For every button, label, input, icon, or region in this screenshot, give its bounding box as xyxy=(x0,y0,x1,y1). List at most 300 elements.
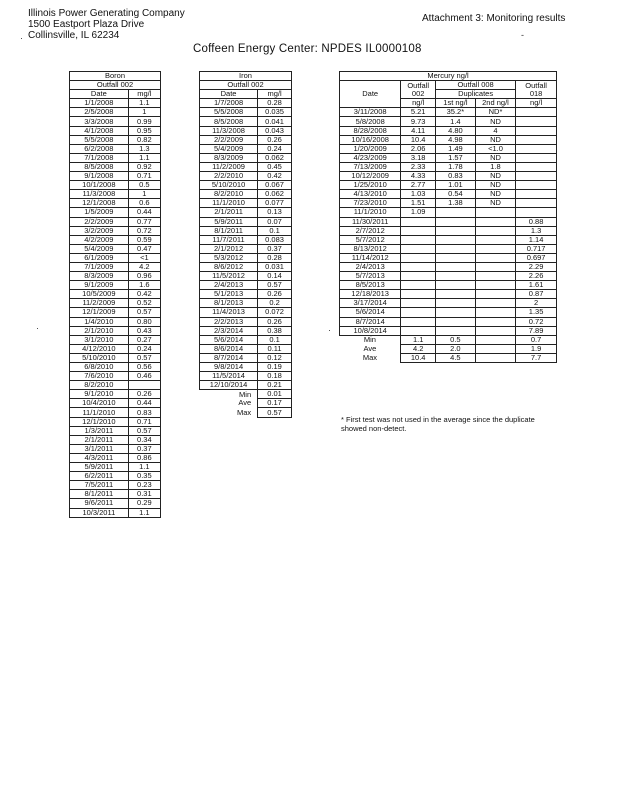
boron-value: 0.6 xyxy=(128,199,160,208)
mercury-unit-2nd: ng/l xyxy=(496,98,509,108)
page-title: Coffeen Energy Center: NPDES IL0000108 xyxy=(193,43,422,55)
iron-value: 0.38 xyxy=(258,326,292,335)
iron-stat-value: 0.57 xyxy=(258,408,292,417)
table-row xyxy=(340,117,557,126)
mercury-col-o002: Outfall 002 xyxy=(401,81,436,99)
table-row xyxy=(70,144,161,153)
mercury-o002 xyxy=(401,226,436,235)
mercury-dup1: 4.98 xyxy=(435,135,475,144)
mercury-o002: 2.33 xyxy=(401,162,436,171)
mercury-date: 10/16/2008 xyxy=(340,135,401,144)
mercury-dup1 xyxy=(435,290,475,299)
mercury-dup1 xyxy=(435,326,475,335)
boron-value: 0.27 xyxy=(128,335,160,344)
boron-date: 10/1/2008 xyxy=(70,181,129,190)
table-row xyxy=(70,126,161,135)
table-row xyxy=(200,208,292,217)
boron-value: 1.3 xyxy=(128,144,160,153)
iron-date: 9/8/2014 xyxy=(200,363,258,372)
iron-date: 8/6/2014 xyxy=(200,344,258,353)
mercury-dup1: 35.2* xyxy=(435,108,475,117)
mercury-o002 xyxy=(401,326,436,335)
mercury-o018 xyxy=(516,190,557,199)
mercury-dup2: ND xyxy=(475,172,515,181)
iron-value: 0.041 xyxy=(258,117,292,126)
mercury-o002: 3.18 xyxy=(401,153,436,162)
boron-date: 9/6/2011 xyxy=(70,499,129,508)
boron-value: 0.86 xyxy=(128,453,160,462)
mercury-stat-row xyxy=(340,353,557,362)
boron-date: 12/1/2008 xyxy=(70,199,129,208)
boron-date: 7/6/2010 xyxy=(70,372,129,381)
mercury-date: 11/14/2012 xyxy=(340,253,401,262)
iron-value: 0.083 xyxy=(258,235,292,244)
boron-value: 0.37 xyxy=(128,444,160,453)
mercury-o002: 5.21 xyxy=(401,108,436,117)
boron-outfall: Outfall 002 xyxy=(70,81,161,90)
mercury-stat-row xyxy=(340,335,557,344)
iron-value: 0.26 xyxy=(258,317,292,326)
boron-date: 4/3/2011 xyxy=(70,453,129,462)
mercury-o018: 0.72 xyxy=(516,317,557,326)
iron-stat-value: 0.17 xyxy=(258,399,292,408)
iron-value: 0.42 xyxy=(258,172,292,181)
mercury-o018: 1.14 xyxy=(516,235,557,244)
boron-value: 0.72 xyxy=(128,226,160,235)
mercury-o002 xyxy=(401,244,436,253)
table-row xyxy=(340,326,557,335)
mercury-date: 7/23/2010 xyxy=(340,199,401,208)
table-row xyxy=(200,144,292,153)
table-row xyxy=(200,117,292,126)
boron-date: 7/1/2009 xyxy=(70,262,129,271)
boron-date: 5/9/2011 xyxy=(70,463,129,472)
iron-date: 8/5/2008 xyxy=(200,117,258,126)
boron-date: 8/2/2010 xyxy=(70,381,129,390)
boron-date: 9/1/2009 xyxy=(70,281,129,290)
mercury-o018: 0.717 xyxy=(516,244,557,253)
table-row xyxy=(70,308,161,317)
company-name: Illinois Power Generating Company xyxy=(28,8,185,19)
table-row xyxy=(340,144,557,153)
boron-value: 0.56 xyxy=(128,363,160,372)
mercury-o002: 10.4 xyxy=(401,135,436,144)
boron-value: 0.35 xyxy=(128,472,160,481)
boron-date: 6/1/2009 xyxy=(70,253,129,262)
table-row xyxy=(200,235,292,244)
table-row xyxy=(70,108,161,117)
boron-value: 0.52 xyxy=(128,299,160,308)
mercury-o018: 0.88 xyxy=(516,217,557,226)
iron-value: 0.067 xyxy=(258,181,292,190)
boron-date: 6/2/2011 xyxy=(70,472,129,481)
mercury-date: 2/4/2013 xyxy=(340,262,401,271)
boron-value: 4.2 xyxy=(128,262,160,271)
table-row xyxy=(70,399,161,408)
boron-date: 10/3/2011 xyxy=(70,508,129,517)
table-row xyxy=(340,135,557,144)
boron-value: 0.23 xyxy=(128,481,160,490)
mercury-dup2: ND xyxy=(475,190,515,199)
boron-date: 3/1/2011 xyxy=(70,444,129,453)
mercury-date: 1/20/2009 xyxy=(340,144,401,153)
iron-value: 0.37 xyxy=(258,244,292,253)
mercury-date: 5/6/2014 xyxy=(340,308,401,317)
mercury-o002: 2.06 xyxy=(401,144,436,153)
iron-date: 2/2/2013 xyxy=(200,317,258,326)
boron-date: 8/1/2011 xyxy=(70,490,129,499)
mercury-o018: 0.697 xyxy=(516,253,557,262)
mercury-stat-value xyxy=(475,353,515,362)
iron-value: 0.11 xyxy=(258,344,292,353)
iron-value: 0.28 xyxy=(258,99,292,108)
mercury-dup1 xyxy=(435,308,475,317)
mercury-dup2 xyxy=(475,272,515,281)
iron-date: 8/6/2012 xyxy=(200,262,258,271)
mercury-dup2 xyxy=(475,208,515,217)
mercury-o018 xyxy=(516,117,557,126)
iron-stat-label: Min xyxy=(239,389,252,399)
table-row xyxy=(70,326,161,335)
iron-value: 0.26 xyxy=(258,290,292,299)
mercury-col-2nd: 2nd xyxy=(482,98,495,108)
iron-col-unit: mg/l xyxy=(258,90,292,99)
mercury-unit-002: ng/l xyxy=(401,99,436,108)
boron-value: 1.1 xyxy=(128,508,160,517)
mercury-footnote: * First test was not used in the average since the duplicate showed non-detect. xyxy=(341,415,535,433)
table-row xyxy=(70,508,161,517)
boron-value: 0.92 xyxy=(128,162,160,171)
mercury-o018 xyxy=(516,181,557,190)
iron-value: 0.57 xyxy=(258,281,292,290)
table-row xyxy=(340,226,557,235)
boron-date: 3/2/2009 xyxy=(70,226,129,235)
mercury-dup2: ND xyxy=(475,117,515,126)
mercury-head: Mercury ng/l xyxy=(340,72,557,81)
boron-date: 7/5/2011 xyxy=(70,481,129,490)
boron-value: 0.44 xyxy=(128,399,160,408)
iron-date: 5/10/2010 xyxy=(200,181,258,190)
table-row xyxy=(70,217,161,226)
table-row xyxy=(200,244,292,253)
table-row xyxy=(70,417,161,426)
mercury-date: 10/12/2009 xyxy=(340,172,401,181)
mercury-dup1 xyxy=(435,299,475,308)
table-row xyxy=(70,226,161,235)
boron-date: 1/3/2011 xyxy=(70,426,129,435)
iron-value: 0.2 xyxy=(258,299,292,308)
mercury-stat-label: Ave xyxy=(363,343,377,353)
iron-date: 5/3/2012 xyxy=(200,253,258,262)
boron-date: 9/1/2008 xyxy=(70,172,129,181)
mercury-dup1 xyxy=(435,262,475,271)
boron-col-date: Date xyxy=(70,90,129,99)
boron-value: 0.46 xyxy=(128,372,160,381)
mercury-dup2 xyxy=(475,326,515,335)
table-row xyxy=(70,408,161,417)
iron-date: 2/1/2012 xyxy=(200,244,258,253)
mercury-col-o008: Outfall 008 xyxy=(435,81,515,90)
mercury-date: 12/18/2013 xyxy=(340,290,401,299)
mercury-col-1st: 1st xyxy=(443,98,454,108)
iron-value: 0.035 xyxy=(258,108,292,117)
table-row xyxy=(340,217,557,226)
boron-date: 12/1/2009 xyxy=(70,308,129,317)
mercury-o002: 4.11 xyxy=(401,126,436,135)
boron-date: 9/1/2010 xyxy=(70,390,129,399)
mercury-o002 xyxy=(401,253,436,262)
boron-date: 7/1/2008 xyxy=(70,153,129,162)
attachment-label: Attachment 3: Monitoring results xyxy=(422,13,566,24)
mercury-date: 4/23/2009 xyxy=(340,153,401,162)
mercury-dup1: 1.01 xyxy=(435,181,475,190)
mercury-o002 xyxy=(401,299,436,308)
mercury-o018 xyxy=(516,126,557,135)
boron-date: 6/8/2010 xyxy=(70,363,129,372)
table-row xyxy=(340,208,557,217)
mercury-o002: 1.09 xyxy=(401,208,436,217)
mercury-o018 xyxy=(516,153,557,162)
boron-value: 0.57 xyxy=(128,426,160,435)
iron-date: 11/5/2012 xyxy=(200,272,258,281)
iron-stat-row xyxy=(200,408,292,417)
iron-date: 11/4/2013 xyxy=(200,308,258,317)
mercury-unit-1st: ng/l xyxy=(455,98,468,108)
mercury-date: 2/7/2012 xyxy=(340,226,401,235)
mercury-dup2 xyxy=(475,290,515,299)
mercury-o018 xyxy=(516,144,557,153)
iron-value: 0.45 xyxy=(258,162,292,171)
iron-date: 8/7/2014 xyxy=(200,353,258,362)
mercury-o002: 4.33 xyxy=(401,172,436,181)
boron-value: 0.5 xyxy=(128,181,160,190)
mercury-date: 3/17/2014 xyxy=(340,299,401,308)
boron-value: 0.34 xyxy=(128,435,160,444)
boron-date: 6/2/2008 xyxy=(70,144,129,153)
mercury-table xyxy=(339,71,557,363)
mercury-dup1 xyxy=(435,226,475,235)
mercury-dup2: 1.8 xyxy=(475,162,515,171)
mercury-stat-value: 0.7 xyxy=(516,335,557,344)
boron-date: 4/12/2010 xyxy=(70,344,129,353)
mercury-dup2 xyxy=(475,262,515,271)
iron-stat-value: 0.01 xyxy=(258,390,292,399)
iron-value: 0.21 xyxy=(258,381,292,390)
mercury-dup2: 4 xyxy=(475,126,515,135)
mercury-dup2 xyxy=(475,281,515,290)
boron-value: 0.59 xyxy=(128,235,160,244)
boron-value: 1.1 xyxy=(128,99,160,108)
mercury-o018: 0.87 xyxy=(516,290,557,299)
iron-value: 0.12 xyxy=(258,353,292,362)
iron-value: 0.043 xyxy=(258,126,292,135)
boron-value: <1 xyxy=(128,253,160,262)
boron-date: 10/5/2009 xyxy=(70,290,129,299)
mercury-dup2: ND* xyxy=(475,108,515,117)
boron-value: 0.77 xyxy=(128,217,160,226)
boron-date: 11/2/2009 xyxy=(70,299,129,308)
boron-value: 1 xyxy=(128,108,160,117)
iron-col-date: Date xyxy=(200,90,258,99)
company-city: Collinsville, IL 62234 xyxy=(28,30,120,41)
mercury-o018: 1.61 xyxy=(516,281,557,290)
mercury-o002 xyxy=(401,235,436,244)
iron-head: Iron xyxy=(200,72,292,81)
mercury-dup1: 0.54 xyxy=(435,190,475,199)
mercury-dup2 xyxy=(475,244,515,253)
mercury-unit-018: ng/l xyxy=(516,99,557,108)
boron-date: 5/5/2008 xyxy=(70,135,129,144)
boron-date: 2/2/2009 xyxy=(70,217,129,226)
mercury-date: 7/13/2009 xyxy=(340,162,401,171)
boron-date: 2/5/2008 xyxy=(70,108,129,117)
mercury-stat-value: 4.5 xyxy=(435,353,475,362)
scan-speck: · xyxy=(36,323,39,333)
mercury-dup1: 0.83 xyxy=(435,172,475,181)
table-row xyxy=(340,308,557,317)
boron-value: 0.82 xyxy=(128,135,160,144)
boron-date: 3/1/2010 xyxy=(70,335,129,344)
iron-date: 8/1/2011 xyxy=(200,226,258,235)
mercury-stat-value: 7.7 xyxy=(516,353,557,362)
iron-date: 2/2/2009 xyxy=(200,135,258,144)
mercury-o018 xyxy=(516,135,557,144)
mercury-o018 xyxy=(516,172,557,181)
table-row xyxy=(200,326,292,335)
mercury-dup2 xyxy=(475,253,515,262)
mercury-stat-value: 0.5 xyxy=(435,335,475,344)
table-row xyxy=(340,108,557,117)
boron-value: 0.95 xyxy=(128,126,160,135)
table-row xyxy=(70,426,161,435)
boron-date: 1/1/2008 xyxy=(70,99,129,108)
table-row xyxy=(200,317,292,326)
mercury-dup1: 1.4 xyxy=(435,117,475,126)
iron-value: 0.19 xyxy=(258,363,292,372)
mercury-dup1 xyxy=(435,244,475,253)
table-row xyxy=(70,99,161,108)
boron-col-unit: mg/l xyxy=(128,90,160,99)
mercury-date: 8/13/2012 xyxy=(340,244,401,253)
iron-table xyxy=(199,71,292,418)
iron-date: 11/5/2014 xyxy=(200,372,258,381)
mercury-o002 xyxy=(401,281,436,290)
mercury-stat-value xyxy=(475,335,515,344)
iron-date: 5/5/2008 xyxy=(200,108,258,117)
mercury-date: 11/30/2011 xyxy=(340,217,401,226)
mercury-stat-label: Min xyxy=(363,335,376,345)
iron-date: 12/10/2014 xyxy=(200,381,258,390)
iron-stat-label: Max xyxy=(236,407,252,417)
table-row xyxy=(200,126,292,135)
iron-stat-label: Ave xyxy=(238,398,252,408)
iron-date: 5/4/2009 xyxy=(200,144,258,153)
boron-date: 11/3/2008 xyxy=(70,190,129,199)
mercury-dup2 xyxy=(475,308,515,317)
table-row xyxy=(200,308,292,317)
boron-date: 4/2/2009 xyxy=(70,235,129,244)
scan-speck: · xyxy=(328,325,331,335)
mercury-dup2: ND xyxy=(475,181,515,190)
mercury-date: 11/1/2010 xyxy=(340,208,401,217)
mercury-o002: 1.51 xyxy=(401,199,436,208)
boron-date: 1/4/2010 xyxy=(70,317,129,326)
iron-value: 0.26 xyxy=(258,135,292,144)
mercury-date: 1/25/2010 xyxy=(340,181,401,190)
mercury-dup1 xyxy=(435,235,475,244)
table-row xyxy=(70,317,161,326)
mercury-stat-value: 1.9 xyxy=(516,344,557,353)
iron-value: 0.1 xyxy=(258,226,292,235)
iron-value: 0.072 xyxy=(258,308,292,317)
scan-speck: · xyxy=(20,33,23,43)
mercury-date: 8/7/2014 xyxy=(340,317,401,326)
mercury-o018 xyxy=(516,108,557,117)
boron-table xyxy=(69,71,161,518)
mercury-dup2 xyxy=(475,317,515,326)
mercury-col-dup: Duplicates xyxy=(435,90,515,99)
mercury-dup1 xyxy=(435,253,475,262)
iron-date: 1/7/2008 xyxy=(200,99,258,108)
boron-value: 1 xyxy=(128,190,160,199)
mercury-o002: 9.73 xyxy=(401,117,436,126)
boron-value: 0.57 xyxy=(128,308,160,317)
mercury-stat-value xyxy=(475,344,515,353)
mercury-stat-value: 4.2 xyxy=(401,344,436,353)
mercury-o018: 2.26 xyxy=(516,272,557,281)
iron-value: 0.28 xyxy=(258,253,292,262)
mercury-o018: 1.3 xyxy=(516,226,557,235)
boron-value: 0.44 xyxy=(128,208,160,217)
table-row xyxy=(70,372,161,381)
mercury-dup1 xyxy=(435,272,475,281)
boron-date: 8/3/2009 xyxy=(70,272,129,281)
iron-date: 5/6/2014 xyxy=(200,335,258,344)
mercury-stat-value: 2.0 xyxy=(435,344,475,353)
mercury-col-date: Date xyxy=(340,81,401,108)
iron-date: 2/3/2014 xyxy=(200,326,258,335)
boron-value: 1.1 xyxy=(128,153,160,162)
mercury-date: 8/5/2013 xyxy=(340,281,401,290)
table-row xyxy=(70,435,161,444)
iron-value: 0.1 xyxy=(258,335,292,344)
iron-date: 8/3/2009 xyxy=(200,153,258,162)
mercury-o018 xyxy=(516,162,557,171)
mercury-o018: 7.89 xyxy=(516,326,557,335)
mercury-dup2: ND xyxy=(475,153,515,162)
mercury-dup2 xyxy=(475,217,515,226)
boron-date: 10/4/2010 xyxy=(70,399,129,408)
boron-value: 0.83 xyxy=(128,408,160,417)
boron-value: 0.71 xyxy=(128,417,160,426)
mercury-col-o018: Outfall 018 xyxy=(516,81,557,99)
table-row xyxy=(200,226,292,235)
iron-date: 8/2/2010 xyxy=(200,190,258,199)
mercury-dup1: 4.80 xyxy=(435,126,475,135)
boron-date: 8/5/2008 xyxy=(70,162,129,171)
mercury-dup2: <1.0 xyxy=(475,144,515,153)
mercury-o018: 2.29 xyxy=(516,262,557,271)
mercury-o018 xyxy=(516,199,557,208)
company-address: 1500 Eastport Plaza Drive xyxy=(28,19,145,30)
table-row xyxy=(200,135,292,144)
boron-value: 1.6 xyxy=(128,281,160,290)
mercury-o002 xyxy=(401,272,436,281)
boron-value: 0.80 xyxy=(128,317,160,326)
boron-head: Boron xyxy=(70,72,161,81)
mercury-o002 xyxy=(401,290,436,299)
mercury-date: 5/8/2008 xyxy=(340,117,401,126)
